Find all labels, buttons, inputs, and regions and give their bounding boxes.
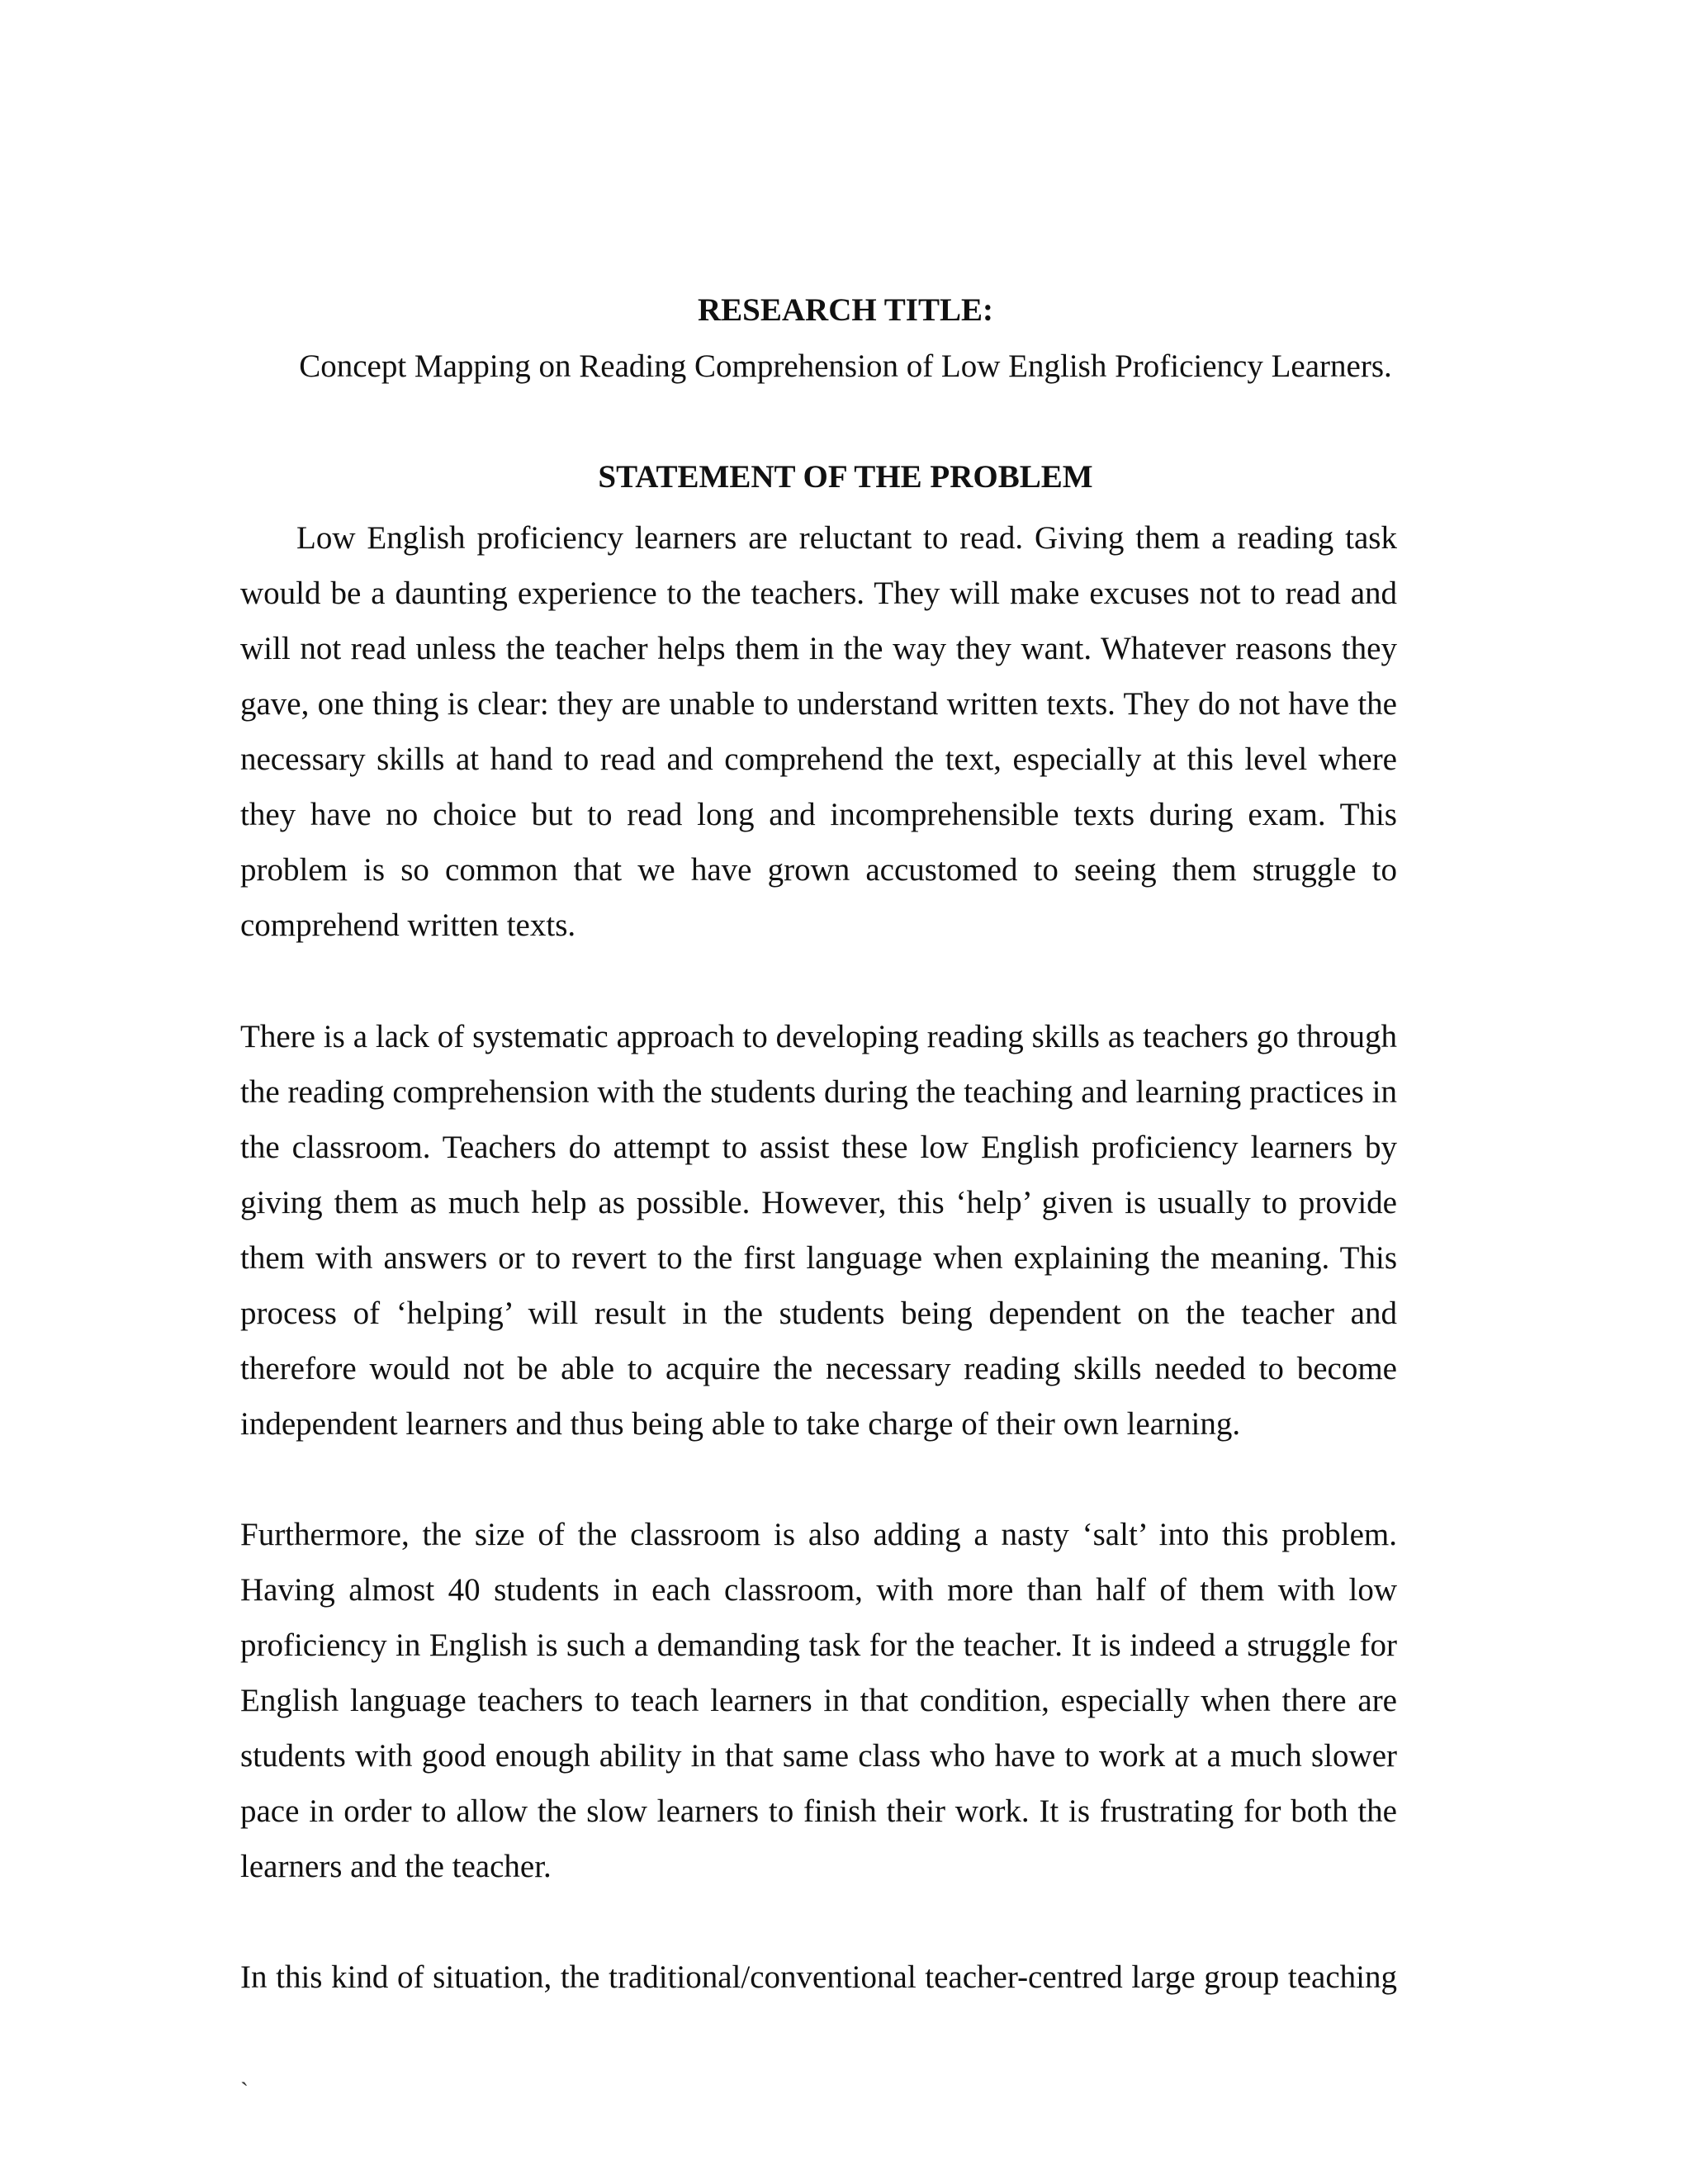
paragraph-2: There is a lack of systematic approach to developing reading skills as teachers go through the reading comprehension with the students during the teaching and learning practices in the classroom. Teachers do attempt to assist these low English proficiency learners by giving them as much help as possible. However, this ‘help’ given is usually to provide them with answers or to revert to the first language when explaining the meaning. This process of ‘helping’ will result in the students being dependent on the teacher and therefore would not be able to acquire the necessary reading skills needed to become independent learners and thus being able to take charge of their own learning.	[240, 1019, 1397, 1442]
paragraph-4: In this kind of situation, the traditional/conventional teacher-centred large group teaching	[240, 1959, 1397, 1995]
section-heading: STATEMENT OF THE PROBLEM	[598, 459, 1093, 495]
footer-mark: `	[240, 2077, 249, 2105]
research-title-label: RESEARCH TITLE:	[698, 292, 993, 328]
research-title: Concept Mapping on Reading Comprehension of Low English Proficiency Learners.	[299, 348, 1392, 384]
paragraph-1: Low English proficiency learners are reluctant to read. Giving them a reading task would be a daunting experience to the teachers. They will make excuses not to read and will not read unless the teacher helps them in the way they want. Whatever reasons they gave, one thing is clear: they are unable to understand written texts. They do not have the necessary skills at hand to read and comprehend the text, especially at this level where they have no choice but to read long and incomprehensible texts during exam. This problem is so common that we have grown accustomed to seeing them struggle to comprehend written texts.	[240, 520, 1397, 943]
paragraph-3: Furthermore, the size of the classroom is also adding a nasty ‘salt’ into this problem. Having almost 40 students in each classroom, with more than half of them with low proficiency in English is such a demanding task for the teacher. It is indeed a struggle for English language teachers to teach learners in that condition, especially when there are students with good enough ability in that same class who have to work at a much slower pace in order to allow the slow learners to finish their work. It is frustrating for both the learners and the teacher.	[240, 1517, 1397, 1884]
